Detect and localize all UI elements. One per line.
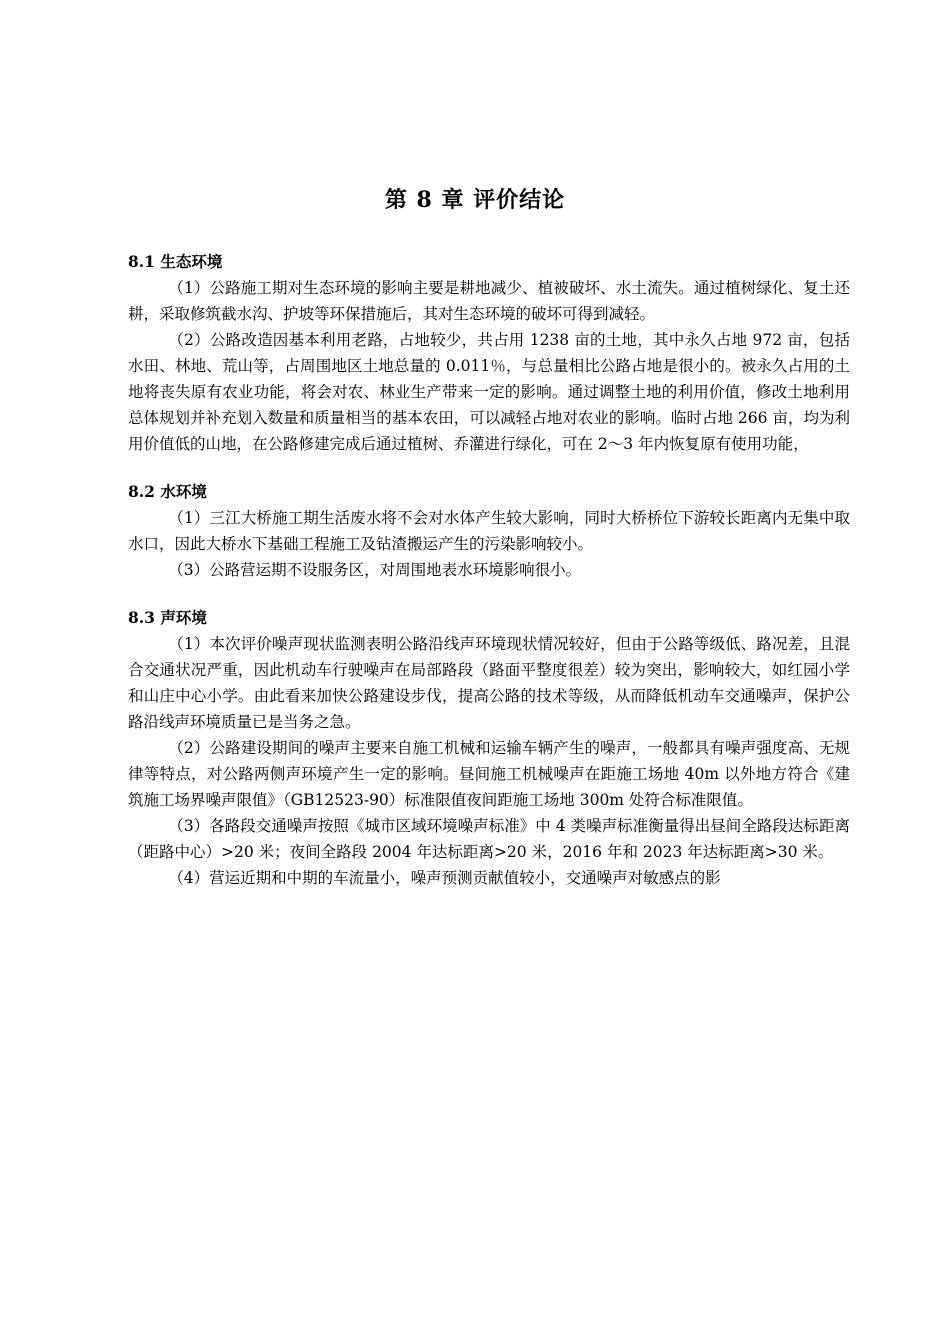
chapter-title: 第 8 章 评价结论: [384, 187, 566, 213]
section-noise: [128, 605, 850, 891]
paragraph: （1）三江大桥施工期生活废水将不会对水体产生较大影响，同时大桥桥位下游较长距离内无集中取水口，因此大桥水下基础工程施工及钻渣搬运产生的污染影响较小。: [128, 509, 850, 553]
paragraph: （4）营运近期和中期的车流量小，噪声预测贡献值较小，交通噪声对敏感点的影: [168, 869, 721, 887]
paragraph: （3）各路段交通噪声按照《城市区域环境噪声标准》中 4 类噪声标准衡量得出昼间全路段达标距离（距路中心）>20 米；夜间全路段 2004 年达标距离>20 米，2016 年和 2023 年达标距离>30 米。: [128, 817, 850, 861]
section-heading: 8.3 声环境: [128, 608, 207, 627]
paragraph: （2）公路建设期间的噪声主要来自施工机械和运输车辆产生的噪声，一般都具有噪声强度高、无规律等特点，对公路两侧声环境产生一定的影响。昼间施工机械噪声在距施工场地 40m 以外地方符合《建筑施工场界噪声限值》（GB12523-90）标准限值夜间距施工场地 300m 处符合标准限值。: [128, 739, 850, 809]
section-spacer: [128, 457, 850, 479]
paragraph: （1）公路施工期对生态环境的影响主要是耕地减少、植被破坏、水土流失。通过植树绿化、复土还耕，采取修筑截水沟、护坡等环保措施后，其对生态环境的破坏可得到减轻。: [128, 279, 850, 323]
paragraph: （2）公路改造因基本利用老路，占地较少，共占用 1238 亩的土地，其中永久占地 972 亩，包括水田、林地、荒山等，占周围地区土地总量的 0.011％，与总量相比公路占地是很小的。被永久占用的土地将丧失原有农业功能，将会对农、林业生产带来一定的影响。通过调整土地的利用价值，修改土地利用总体规划并补充划入数量和质量相当的基本农田，可以减轻占地对农业的影响。临时占地 266 亩，均为利用价值低的山地，在公路修建完成后通过植树、乔灌进行绿化，可在 2～3 年内恢复原有使用功能，: [128, 331, 850, 453]
section-ecology: [128, 249, 850, 457]
section-spacer: [128, 583, 850, 605]
paragraph: （1）本次评价噪声现状监测表明公路沿线声环境现状情况较好，但由于公路等级低、路况差，且混合交通状况严重，因此机动车行驶噪声在局部路段（路面平整度很差）较为突出，影响较大，如红园小学和山庄中心小学。由此看来加快公路建设步伐，提高公路的技术等级，从而降低机动车交通噪声，保护公路沿线声环境质量已是当务之急。: [128, 635, 850, 731]
document-body: [128, 249, 850, 891]
paragraph: （3）公路营运期不设服务区，对周围地表水环境影响很小。: [168, 561, 582, 579]
section-water: [128, 479, 850, 583]
section-heading: 8.1 生态环境: [128, 252, 223, 271]
section-heading: 8.2 水环境: [128, 482, 207, 501]
